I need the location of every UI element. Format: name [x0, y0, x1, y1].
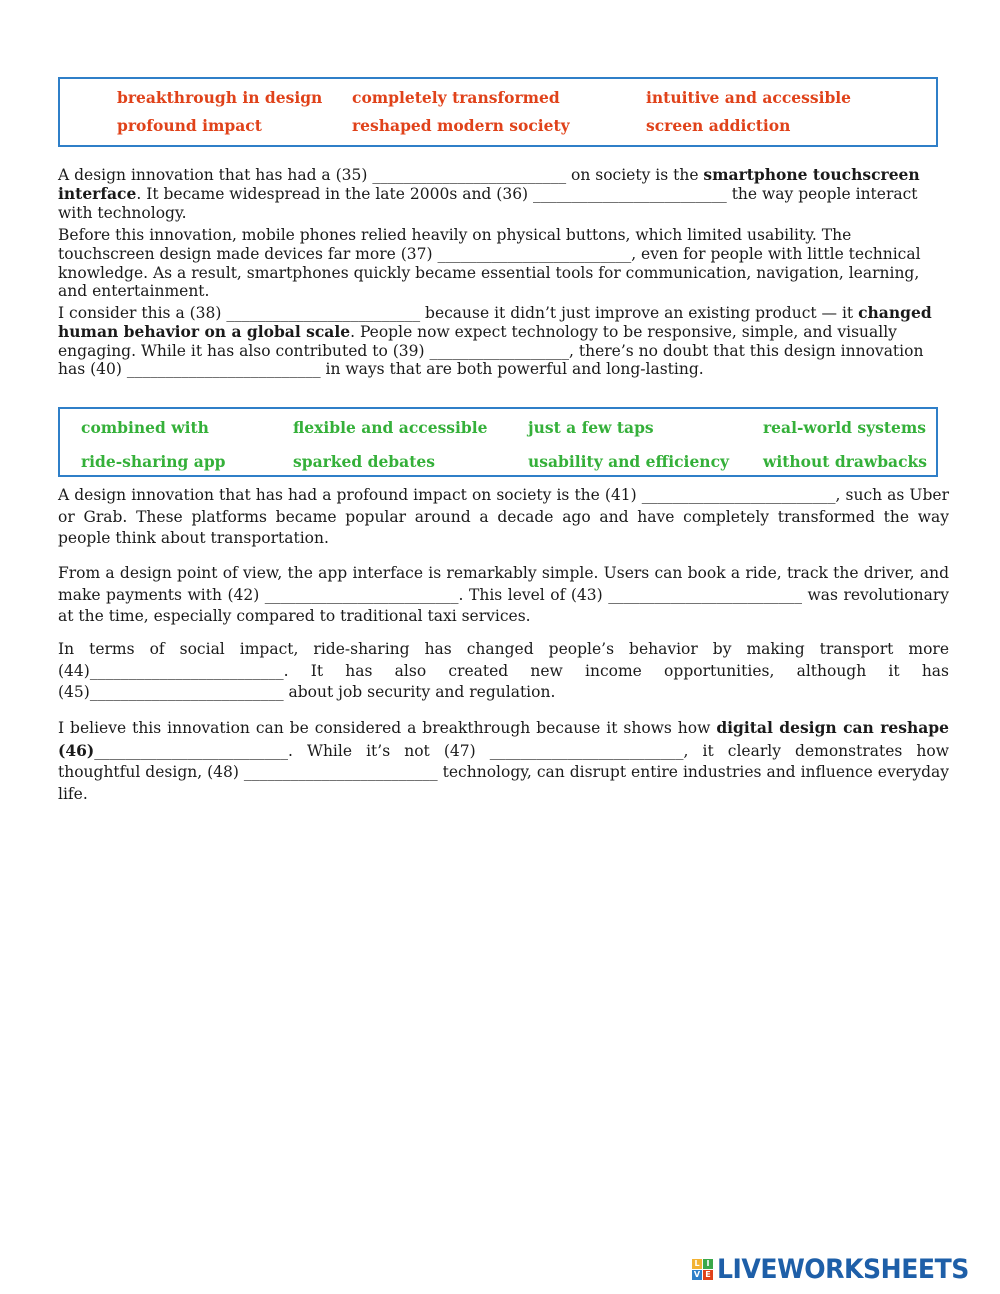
- logo-mark-letter: V: [693, 1269, 701, 1279]
- word-bank-item: sparked debates: [293, 452, 435, 471]
- bold-text: digital design can reshape (46): [58, 718, 949, 760]
- word-bank-1: [58, 77, 938, 147]
- blank-38[interactable]: _________________________: [226, 304, 421, 322]
- blank-35[interactable]: _________________________: [372, 166, 567, 184]
- word-bank-item: profound impact: [117, 116, 262, 135]
- word-bank-item: completely transformed: [352, 88, 560, 107]
- logo-text: LIVEWORKSHEETS: [717, 1253, 969, 1285]
- bold-text: changed human behavior on a global scale: [58, 303, 932, 341]
- passage-1-paragraph-3: [58, 304, 949, 379]
- word-bank-item: intuitive and accessible: [646, 88, 852, 107]
- text: . It became widespread in the late 2000s and (36): [136, 184, 534, 203]
- blank-47[interactable]: _________________________: [489, 741, 684, 760]
- blank-43[interactable]: _________________________: [608, 585, 802, 604]
- text: . People now expect technology to be responsive, simple, and visually engaging. While it has also contributed to (39): [58, 322, 897, 360]
- passage-2-paragraph-4: [58, 717, 949, 805]
- blank-39[interactable]: __________________: [429, 341, 569, 360]
- blank-42[interactable]: _________________________: [264, 585, 459, 604]
- word-bank-item: combined with: [81, 418, 209, 437]
- word-bank-item: breakthrough in design: [117, 88, 323, 107]
- blank-45[interactable]: _________________________: [89, 683, 284, 701]
- text: A design innovation that has had a profound impact on society is the (41): [58, 486, 642, 504]
- liveworksheets-logo[interactable]: [692, 1255, 988, 1283]
- text: . While it’s not (47): [288, 741, 490, 760]
- blank-40[interactable]: _________________________: [126, 360, 321, 379]
- logo-mark-letter: E: [703, 1270, 713, 1280]
- blank-37[interactable]: _________________________: [437, 244, 632, 263]
- text: because it didn’t just improve an existing product — it: [420, 304, 859, 322]
- text: , there’s no doubt that this design innovation has (40): [58, 341, 924, 379]
- word-bank-item: just a few taps: [528, 418, 654, 437]
- text: In terms of social impact, ride-sharing has changed people’s behavior by making transport more (44): [58, 640, 949, 680]
- text: was revolutionary at the time, especially compared to traditional taxi services.: [58, 585, 949, 625]
- text: in ways that are both powerful and long-lasting.: [320, 360, 704, 379]
- text: about job security and regulation.: [283, 683, 556, 701]
- text: technology, can disrupt entire industries and influence everyday life.: [58, 763, 949, 803]
- text: , it clearly demonstrates how thoughtful design, (48): [58, 741, 950, 781]
- word-bank-item: usability and efficiency: [528, 452, 730, 471]
- text: , even for people with little technical knowledge. As a result, smartphones quickly became essential tools for communication, navigation, learning, and entertainment.: [58, 244, 921, 301]
- word-bank-item: without drawbacks: [763, 452, 927, 471]
- text: I believe this innovation can be considered a breakthrough because it shows how: [58, 719, 717, 737]
- text: the way people interact with technology.: [58, 184, 918, 222]
- text: A design innovation that has had a (35): [58, 166, 373, 184]
- blank-41[interactable]: _________________________: [641, 486, 836, 504]
- passage-2-paragraph-1: [58, 485, 949, 550]
- blank-36[interactable]: _________________________: [533, 184, 727, 203]
- text: Before this innovation, mobile phones relied heavily on physical buttons, which limited usability. The touchscreen design made devices far more (37): [58, 226, 852, 263]
- text: on society is the: [566, 166, 704, 184]
- text: . This level of (43): [458, 585, 609, 604]
- logo-mark-icon: [692, 1259, 713, 1280]
- blank-44[interactable]: _________________________: [89, 661, 284, 680]
- word-bank-2: [58, 407, 938, 477]
- blank-48[interactable]: _________________________: [243, 763, 438, 781]
- blank-46[interactable]: _________________________: [94, 741, 288, 760]
- passage-2-paragraph-3: [58, 639, 949, 704]
- word-bank-item: flexible and accessible: [293, 418, 488, 437]
- text: , such as Uber or Grab. These platforms became popular around a decade ago and have completely transformed the way people think about transportation.: [58, 486, 949, 547]
- word-bank-item: ride-sharing app: [81, 452, 226, 471]
- word-bank-item: real-world systems: [763, 418, 926, 437]
- text: From a design point of view, the app interface is remarkably simple. Users can book a ride, track the driver, and make payments with (42): [58, 564, 949, 604]
- text: . It has also created new income opportunities, although it has (45): [58, 661, 949, 701]
- bold-text: smartphone touchscreen interface: [58, 165, 920, 203]
- logo-mark-letter: I: [703, 1259, 713, 1269]
- passage-1-paragraph-2: [58, 226, 949, 301]
- text: I consider this a (38): [58, 304, 227, 322]
- word-bank-item: screen addiction: [646, 116, 791, 135]
- logo-mark-letter: L: [692, 1259, 702, 1269]
- word-bank-item: reshaped modern society: [352, 116, 570, 135]
- passage-2-paragraph-2: [58, 563, 949, 628]
- passage-1-paragraph-1: [58, 166, 949, 222]
